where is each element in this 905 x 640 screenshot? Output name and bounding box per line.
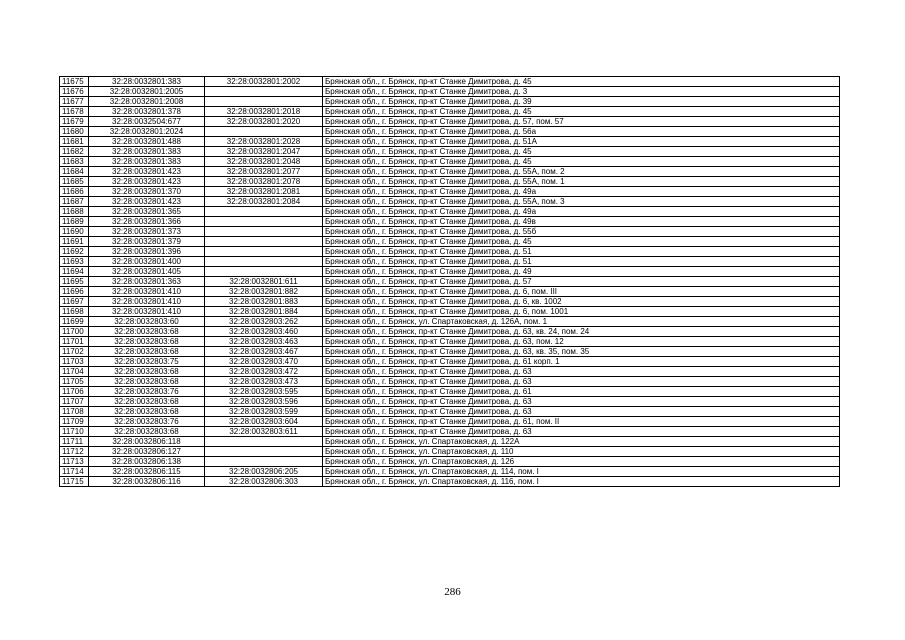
cadastral-number-cell: 32:28:0032801:2005 [89, 87, 205, 97]
cadastral-number-cell: 32:28:0032801:400 [89, 257, 205, 267]
cadastral-number-cell: 32:28:0032801:363 [89, 277, 205, 287]
row-number-cell: 11704 [60, 367, 89, 377]
address-cell: Брянская обл., г. Брянск, пр-кт Станке Димитрова, д. 51 [323, 257, 840, 267]
table-row [60, 457, 840, 467]
object-cadastral-number-cell: 32:28:0032801:2077 [205, 167, 323, 177]
row-number-cell: 11714 [60, 467, 89, 477]
table-row [60, 327, 840, 337]
address-cell: Брянская обл., г. Брянск, пр-кт Станке Димитрова, д. 3 [323, 87, 840, 97]
object-cadastral-number-cell: 32:28:0032801:2084 [205, 197, 323, 207]
row-number-cell: 11698 [60, 307, 89, 317]
table-row [60, 247, 840, 257]
address-cell: Брянская обл., г. Брянск, ул. Спартаковская, д. 110 [323, 447, 840, 457]
address-cell: Брянская обл., г. Брянск, пр-кт Станке Димитрова, д. 63, пом. 12 [323, 337, 840, 347]
address-cell: Брянская обл., г. Брянск, пр-кт Станке Димитрова, д. 49 [323, 267, 840, 277]
cadastral-number-cell: 32:28:0032803:68 [89, 367, 205, 377]
address-cell: Брянская обл., г. Брянск, пр-кт Станке Димитрова, д. 49а [323, 207, 840, 217]
table-row [60, 187, 840, 197]
table-row [60, 127, 840, 137]
object-cadastral-number-cell: 32:28:0032801:611 [205, 277, 323, 287]
object-cadastral-number-cell: 32:28:0032803:460 [205, 327, 323, 337]
object-cadastral-number-cell: 32:28:0032801:882 [205, 287, 323, 297]
object-cadastral-number-cell: 32:28:0032801:2028 [205, 137, 323, 147]
cadastral-number-cell: 32:28:0032801:373 [89, 227, 205, 237]
object-cadastral-number-cell: 32:28:0032803:262 [205, 317, 323, 327]
object-cadastral-number-cell: 32:28:0032803:463 [205, 337, 323, 347]
cadastral-number-cell: 32:28:0032806:115 [89, 467, 205, 477]
table-row [60, 357, 840, 367]
table-row [60, 397, 840, 407]
cadastral-number-cell: 32:28:0032801:2008 [89, 97, 205, 107]
row-number-cell: 11713 [60, 457, 89, 467]
table-row [60, 447, 840, 457]
cadastral-number-cell: 32:28:0032801:423 [89, 197, 205, 207]
table-row [60, 237, 840, 247]
table-row [60, 437, 840, 447]
row-number-cell: 11677 [60, 97, 89, 107]
address-cell: Брянская обл., г. Брянск, ул. Спартаковская, д. 114, пом. I [323, 467, 840, 477]
cadastral-number-cell: 32:28:0032803:68 [89, 397, 205, 407]
object-cadastral-number-cell [205, 457, 323, 467]
object-cadastral-number-cell: 32:28:0032806:205 [205, 467, 323, 477]
address-cell: Брянская обл., г. Брянск, ул. Спартаковская, д. 116, пом. I [323, 477, 840, 487]
object-cadastral-number-cell: 32:28:0032801:884 [205, 307, 323, 317]
address-cell: Брянская обл., г. Брянск, пр-кт Станке Димитрова, д. 56а [323, 127, 840, 137]
cadastral-number-cell: 32:28:0032801:370 [89, 187, 205, 197]
row-number-cell: 11707 [60, 397, 89, 407]
object-cadastral-number-cell: 32:28:0032803:467 [205, 347, 323, 357]
address-cell: Брянская обл., г. Брянск, пр-кт Станке Димитрова, д. 45 [323, 107, 840, 117]
cadastral-number-cell: 32:28:0032801:378 [89, 107, 205, 117]
cadastral-number-cell: 32:28:0032803:68 [89, 377, 205, 387]
table-row [60, 227, 840, 237]
table-row [60, 217, 840, 227]
address-cell: Брянская обл., г. Брянск, пр-кт Станке Димитрова, д. 45 [323, 157, 840, 167]
table-row [60, 287, 840, 297]
cadastral-number-cell: 32:28:0032801:405 [89, 267, 205, 277]
cadastral-number-cell: 32:28:0032803:60 [89, 317, 205, 327]
table-row [60, 307, 840, 317]
row-number-cell: 11685 [60, 177, 89, 187]
row-number-cell: 11690 [60, 227, 89, 237]
row-number-cell: 11678 [60, 107, 89, 117]
cadastral-number-cell: 32:28:0032801:383 [89, 147, 205, 157]
row-number-cell: 11709 [60, 417, 89, 427]
row-number-cell: 11706 [60, 387, 89, 397]
table-row [60, 417, 840, 427]
row-number-cell: 11708 [60, 407, 89, 417]
address-cell: Брянская обл., г. Брянск, пр-кт Станке Димитрова, д. 61, пом. II [323, 417, 840, 427]
address-cell: Брянская обл., г. Брянск, пр-кт Станке Димитрова, д. 61 корп. 1 [323, 357, 840, 367]
cadastral-number-cell: 32:28:0032803:75 [89, 357, 205, 367]
table-row [60, 377, 840, 387]
page-number: 286 [444, 586, 461, 598]
row-number-cell: 11689 [60, 217, 89, 227]
address-cell: Брянская обл., г. Брянск, пр-кт Станке Димитрова, д. 55А, пом. 2 [323, 167, 840, 177]
row-number-cell: 11682 [60, 147, 89, 157]
address-cell: Брянская обл., г. Брянск, пр-кт Станке Димитрова, д. 45 [323, 77, 840, 87]
object-cadastral-number-cell: 32:28:0032803:470 [205, 357, 323, 367]
address-cell: Брянская обл., г. Брянск, пр-кт Станке Димитрова, д. 51 [323, 247, 840, 257]
row-number-cell: 11700 [60, 327, 89, 337]
cadastral-number-cell: 32:28:0032801:2024 [89, 127, 205, 137]
address-cell: Брянская обл., г. Брянск, пр-кт Станке Димитрова, д. 55А, пом. 1 [323, 177, 840, 187]
cadastral-number-cell: 32:28:0032801:410 [89, 287, 205, 297]
address-cell: Брянская обл., г. Брянск, пр-кт Станке Димитрова, д. 55А, пом. 3 [323, 197, 840, 207]
object-cadastral-number-cell: 32:28:0032803:611 [205, 427, 323, 437]
address-cell: Брянская обл., г. Брянск, пр-кт Станке Димитрова, д. 57, пом. 57 [323, 117, 840, 127]
address-cell: Брянская обл., г. Брянск, пр-кт Станке Димитрова, д. 6, пом. III [323, 287, 840, 297]
object-cadastral-number-cell: 32:28:0032801:883 [205, 297, 323, 307]
object-cadastral-number-cell [205, 97, 323, 107]
address-cell: Брянская обл., г. Брянск, пр-кт Станке Димитрова, д. 57 [323, 277, 840, 287]
row-number-cell: 11705 [60, 377, 89, 387]
object-cadastral-number-cell [205, 237, 323, 247]
object-cadastral-number-cell [205, 227, 323, 237]
table-row [60, 137, 840, 147]
address-cell: Брянская обл., г. Брянск, пр-кт Станке Димитрова, д. 63 [323, 407, 840, 417]
table-row [60, 177, 840, 187]
registry-table-body [60, 77, 840, 487]
cadastral-number-cell: 32:28:0032806:138 [89, 457, 205, 467]
table-row [60, 317, 840, 327]
object-cadastral-number-cell: 32:28:0032801:2018 [205, 107, 323, 117]
address-cell: Брянская обл., г. Брянск, пр-кт Станке Димитрова, д. 6, пом. 1001 [323, 307, 840, 317]
table-row [60, 407, 840, 417]
table-row [60, 337, 840, 347]
cadastral-number-cell: 32:28:0032806:127 [89, 447, 205, 457]
object-cadastral-number-cell: 32:28:0032803:599 [205, 407, 323, 417]
row-number-cell: 11684 [60, 167, 89, 177]
object-cadastral-number-cell [205, 217, 323, 227]
cadastral-number-cell: 32:28:0032806:116 [89, 477, 205, 487]
cadastral-number-cell: 32:28:0032801:410 [89, 297, 205, 307]
row-number-cell: 11696 [60, 287, 89, 297]
address-cell: Брянская обл., г. Брянск, пр-кт Станке Димитрова, д. 55б [323, 227, 840, 237]
object-cadastral-number-cell: 32:28:0032801:2048 [205, 157, 323, 167]
table-row [60, 277, 840, 287]
object-cadastral-number-cell [205, 257, 323, 267]
cadastral-number-cell: 32:28:0032801:365 [89, 207, 205, 217]
row-number-cell: 11680 [60, 127, 89, 137]
row-number-cell: 11695 [60, 277, 89, 287]
object-cadastral-number-cell: 32:28:0032801:2002 [205, 77, 323, 87]
cadastral-number-cell: 32:28:0032801:383 [89, 77, 205, 87]
cadastral-number-cell: 32:28:0032803:76 [89, 387, 205, 397]
row-number-cell: 11691 [60, 237, 89, 247]
row-number-cell: 11694 [60, 267, 89, 277]
object-cadastral-number-cell: 32:28:0032801:2078 [205, 177, 323, 187]
table-row [60, 467, 840, 477]
row-number-cell: 11703 [60, 357, 89, 367]
row-number-cell: 11693 [60, 257, 89, 267]
cadastral-number-cell: 32:28:0032801:383 [89, 157, 205, 167]
table-row [60, 207, 840, 217]
row-number-cell: 11687 [60, 197, 89, 207]
object-cadastral-number-cell: 32:28:0032801:2020 [205, 117, 323, 127]
object-cadastral-number-cell [205, 247, 323, 257]
table-row [60, 387, 840, 397]
address-cell: Брянская обл., г. Брянск, пр-кт Станке Димитрова, д. 63 [323, 367, 840, 377]
row-number-cell: 11697 [60, 297, 89, 307]
address-cell: Брянская обл., г. Брянск, пр-кт Станке Димитрова, д. 49в [323, 217, 840, 227]
address-cell: Брянская обл., г. Брянск, пр-кт Станке Димитрова, д. 51А [323, 137, 840, 147]
address-cell: Брянская обл., г. Брянск, пр-кт Станке Димитрова, д. 63, кв. 24, пом. 24 [323, 327, 840, 337]
cadastral-number-cell: 32:28:0032803:68 [89, 427, 205, 437]
cadastral-number-cell: 32:28:0032504:677 [89, 117, 205, 127]
row-number-cell: 11676 [60, 87, 89, 97]
object-cadastral-number-cell: 32:28:0032801:2047 [205, 147, 323, 157]
address-cell: Брянская обл., г. Брянск, пр-кт Станке Димитрова, д. 63 [323, 397, 840, 407]
table-row [60, 117, 840, 127]
object-cadastral-number-cell: 32:28:0032803:604 [205, 417, 323, 427]
table-row [60, 107, 840, 117]
address-cell: Брянская обл., г. Брянск, пр-кт Станке Димитрова, д. 45 [323, 237, 840, 247]
table-row [60, 77, 840, 87]
cadastral-number-cell: 32:28:0032806:118 [89, 437, 205, 447]
address-cell: Брянская обл., г. Брянск, ул. Спартаковская, д. 126 [323, 457, 840, 467]
cadastral-number-cell: 32:28:0032801:423 [89, 167, 205, 177]
object-cadastral-number-cell: 32:28:0032803:595 [205, 387, 323, 397]
table-row [60, 197, 840, 207]
cadastral-number-cell: 32:28:0032801:379 [89, 237, 205, 247]
address-cell: Брянская обл., г. Брянск, пр-кт Станке Димитрова, д. 49а [323, 187, 840, 197]
table-row [60, 427, 840, 437]
address-cell: Брянская обл., г. Брянск, ул. Спартаковская, д. 126А, пом. 1 [323, 317, 840, 327]
table-row [60, 157, 840, 167]
table-row [60, 147, 840, 157]
cadastral-number-cell: 32:28:0032803:68 [89, 347, 205, 357]
row-number-cell: 11683 [60, 157, 89, 167]
address-cell: Брянская обл., г. Брянск, пр-кт Станке Димитрова, д. 63 [323, 427, 840, 437]
object-cadastral-number-cell: 32:28:0032803:473 [205, 377, 323, 387]
table-row [60, 87, 840, 97]
cadastral-number-cell: 32:28:0032801:366 [89, 217, 205, 227]
cadastral-number-cell: 32:28:0032801:396 [89, 247, 205, 257]
address-cell: Брянская обл., г. Брянск, ул. Спартаковская, д. 122А [323, 437, 840, 447]
row-number-cell: 11712 [60, 447, 89, 457]
table-row [60, 297, 840, 307]
row-number-cell: 11679 [60, 117, 89, 127]
address-cell: Брянская обл., г. Брянск, пр-кт Станке Димитрова, д. 39 [323, 97, 840, 107]
table-row [60, 477, 840, 487]
address-cell: Брянская обл., г. Брянск, пр-кт Станке Димитрова, д. 61 [323, 387, 840, 397]
registry-table [59, 76, 840, 487]
address-cell: Брянская обл., г. Брянск, пр-кт Станке Димитрова, д. 63 [323, 377, 840, 387]
row-number-cell: 11702 [60, 347, 89, 357]
row-number-cell: 11710 [60, 427, 89, 437]
row-number-cell: 11681 [60, 137, 89, 147]
object-cadastral-number-cell: 32:28:0032801:2081 [205, 187, 323, 197]
cadastral-number-cell: 32:28:0032801:410 [89, 307, 205, 317]
table-row [60, 267, 840, 277]
row-number-cell: 11692 [60, 247, 89, 257]
table-row [60, 367, 840, 377]
object-cadastral-number-cell [205, 87, 323, 97]
cadastral-number-cell: 32:28:0032803:68 [89, 327, 205, 337]
address-cell: Брянская обл., г. Брянск, пр-кт Станке Димитрова, д. 63, кв. 35, пом. 35 [323, 347, 840, 357]
cadastral-number-cell: 32:28:0032801:488 [89, 137, 205, 147]
row-number-cell: 11688 [60, 207, 89, 217]
address-cell: Брянская обл., г. Брянск, пр-кт Станке Димитрова, д. 45 [323, 147, 840, 157]
object-cadastral-number-cell: 32:28:0032803:596 [205, 397, 323, 407]
row-number-cell: 11715 [60, 477, 89, 487]
table-row [60, 257, 840, 267]
row-number-cell: 11686 [60, 187, 89, 197]
row-number-cell: 11699 [60, 317, 89, 327]
cadastral-number-cell: 32:28:0032801:423 [89, 177, 205, 187]
address-cell: Брянская обл., г. Брянск, пр-кт Станке Димитрова, д. 6, кв. 1002 [323, 297, 840, 307]
object-cadastral-number-cell: 32:28:0032803:472 [205, 367, 323, 377]
object-cadastral-number-cell [205, 447, 323, 457]
table-row [60, 167, 840, 177]
object-cadastral-number-cell: 32:28:0032806:303 [205, 477, 323, 487]
cadastral-number-cell: 32:28:0032803:68 [89, 337, 205, 347]
cadastral-number-cell: 32:28:0032803:76 [89, 417, 205, 427]
object-cadastral-number-cell [205, 437, 323, 447]
table-row [60, 97, 840, 107]
row-number-cell: 11701 [60, 337, 89, 347]
row-number-cell: 11711 [60, 437, 89, 447]
object-cadastral-number-cell [205, 267, 323, 277]
object-cadastral-number-cell [205, 207, 323, 217]
object-cadastral-number-cell [205, 127, 323, 137]
table-row [60, 347, 840, 357]
cadastral-number-cell: 32:28:0032803:68 [89, 407, 205, 417]
row-number-cell: 11675 [60, 77, 89, 87]
